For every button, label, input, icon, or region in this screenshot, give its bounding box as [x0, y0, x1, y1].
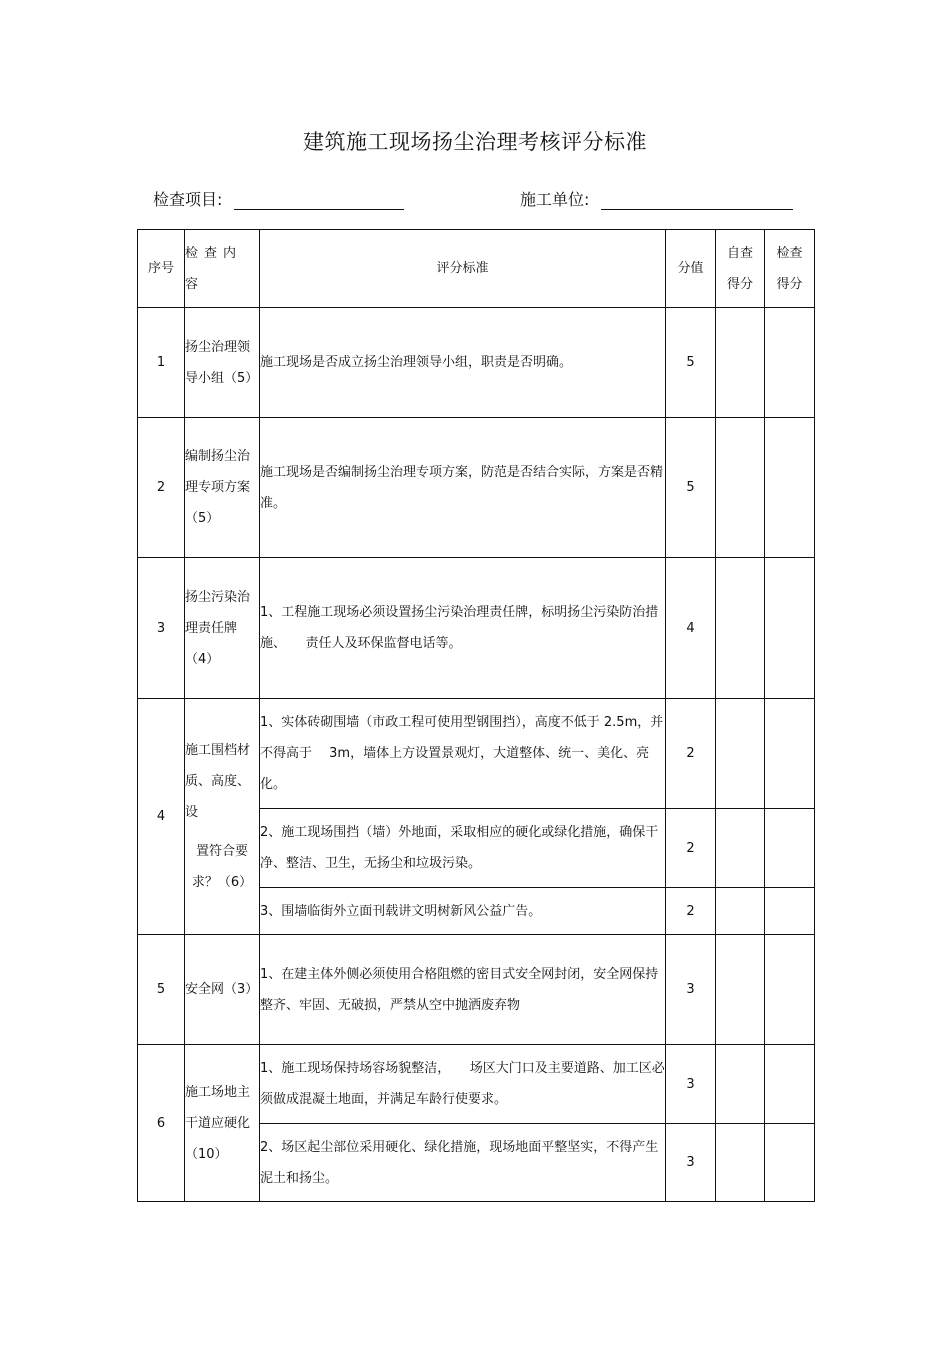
row-item-part: 施工围档材质、高度、设: [185, 743, 251, 820]
row-no: 4: [138, 699, 185, 935]
row-item: [185, 699, 260, 935]
row-no: 2: [138, 418, 185, 558]
self-check-cell[interactable]: [716, 1124, 765, 1202]
table-row: [138, 308, 815, 418]
row-standard: 施工现场是否编制扬尘治理专项方案，防范是否结合实际，方案是否精准。: [260, 418, 666, 558]
row-no: 6: [138, 1045, 185, 1202]
header-row: [138, 230, 815, 308]
table-row: [138, 418, 815, 558]
header-item: 检查内容: [185, 230, 260, 308]
row-standard: 1、在建主体外侧必须使用合格阻燃的密目式安全网封闭，安全网保持整齐、牢固、无破损，严禁从空中抛洒废弃物: [260, 935, 666, 1045]
row-item-part: 置符合要求？（6）: [191, 844, 253, 890]
row-standard: 3、围墙临街外立面刊载讲文明树新风公益广告。: [260, 888, 666, 935]
row-item: 安全网（3）: [185, 935, 260, 1045]
row-score: 3: [666, 1124, 716, 1202]
table-row: [138, 1045, 815, 1124]
row-score: 2: [666, 809, 716, 888]
table-row: [138, 935, 815, 1045]
unit-blank-line[interactable]: [601, 191, 793, 210]
table-row: [138, 558, 815, 699]
self-check-cell[interactable]: [716, 935, 765, 1045]
self-check-cell[interactable]: [716, 888, 765, 935]
table-row: [138, 699, 815, 809]
row-score: 2: [666, 699, 716, 809]
row-item: 编制扬尘治理专项方案（5）: [185, 418, 260, 558]
self-check-cell[interactable]: [716, 308, 765, 418]
row-item: 施工场地主干道应硬化（10）: [185, 1045, 260, 1202]
row-standard: 1、工程施工现场必须设置扬尘污染治理责任牌，标明扬尘污染防治措施、 责任人及环保监督电话等。: [260, 558, 666, 699]
self-check-cell[interactable]: [716, 418, 765, 558]
row-item: 扬尘污染治理责任牌（4）: [185, 558, 260, 699]
project-label: 检查项目:: [153, 190, 223, 209]
row-no: 3: [138, 558, 185, 699]
row-score: 2: [666, 888, 716, 935]
row-score: 3: [666, 1045, 716, 1124]
inspection-cell[interactable]: [765, 1124, 815, 1202]
header-standard: 评分标准: [260, 230, 666, 308]
row-standard: 2、施工现场围挡（墙）外地面，采取相应的硬化或绿化措施，确保干净、整洁、卫生，无扬尘和垃圾污染。: [260, 809, 666, 888]
unit-label: 施工单位:: [520, 190, 590, 209]
inspection-cell[interactable]: [765, 308, 815, 418]
row-standard: 施工现场是否成立扬尘治理领导小组，职责是否明确。: [260, 308, 666, 418]
inspection-cell[interactable]: [765, 1045, 815, 1124]
row-score: 5: [666, 418, 716, 558]
row-standard: 2、场区起尘部位采用硬化、绿化措施，现场地面平整坚实，不得产生泥土和扬尘。: [260, 1124, 666, 1202]
row-standard: 1、施工现场保持场容场貌整洁， 场区大门口及主要道路、加工区必须做成混凝土地面，并满足车龄行使要求。: [260, 1045, 666, 1124]
page-title: 建筑施工现场扬尘治理考核评分标准: [303, 130, 647, 154]
inspection-cell[interactable]: [765, 935, 815, 1045]
inspection-cell[interactable]: [765, 809, 815, 888]
scoring-table: [137, 229, 815, 1202]
unit-field: [520, 187, 793, 210]
self-check-cell[interactable]: [716, 809, 765, 888]
self-check-cell[interactable]: [716, 699, 765, 809]
row-score: 4: [666, 558, 716, 699]
header-score: 分值: [666, 230, 716, 308]
header-inspection: 检查得分: [765, 230, 815, 308]
project-field: [153, 187, 404, 210]
row-no: 1: [138, 308, 185, 418]
inspection-cell[interactable]: [765, 418, 815, 558]
inspection-cell[interactable]: [765, 699, 815, 809]
inspection-cell[interactable]: [765, 888, 815, 935]
self-check-cell[interactable]: [716, 558, 765, 699]
inspection-cell[interactable]: [765, 558, 815, 699]
row-no: 5: [138, 935, 185, 1045]
project-blank-line[interactable]: [234, 191, 404, 210]
row-score: 5: [666, 308, 716, 418]
self-check-cell[interactable]: [716, 1045, 765, 1124]
row-standard: 1、实体砖砌围墙（市政工程可使用型钢围挡），高度不低于 2.5m，并不得高于 3m，墙体上方设置景观灯，大道整体、统一、美化、亮化。: [260, 699, 666, 809]
header-self-check: 自查得分: [716, 230, 765, 308]
row-score: 3: [666, 935, 716, 1045]
header-no: 序号: [138, 230, 185, 308]
row-item: 扬尘治理领导小组（5）: [185, 308, 260, 418]
